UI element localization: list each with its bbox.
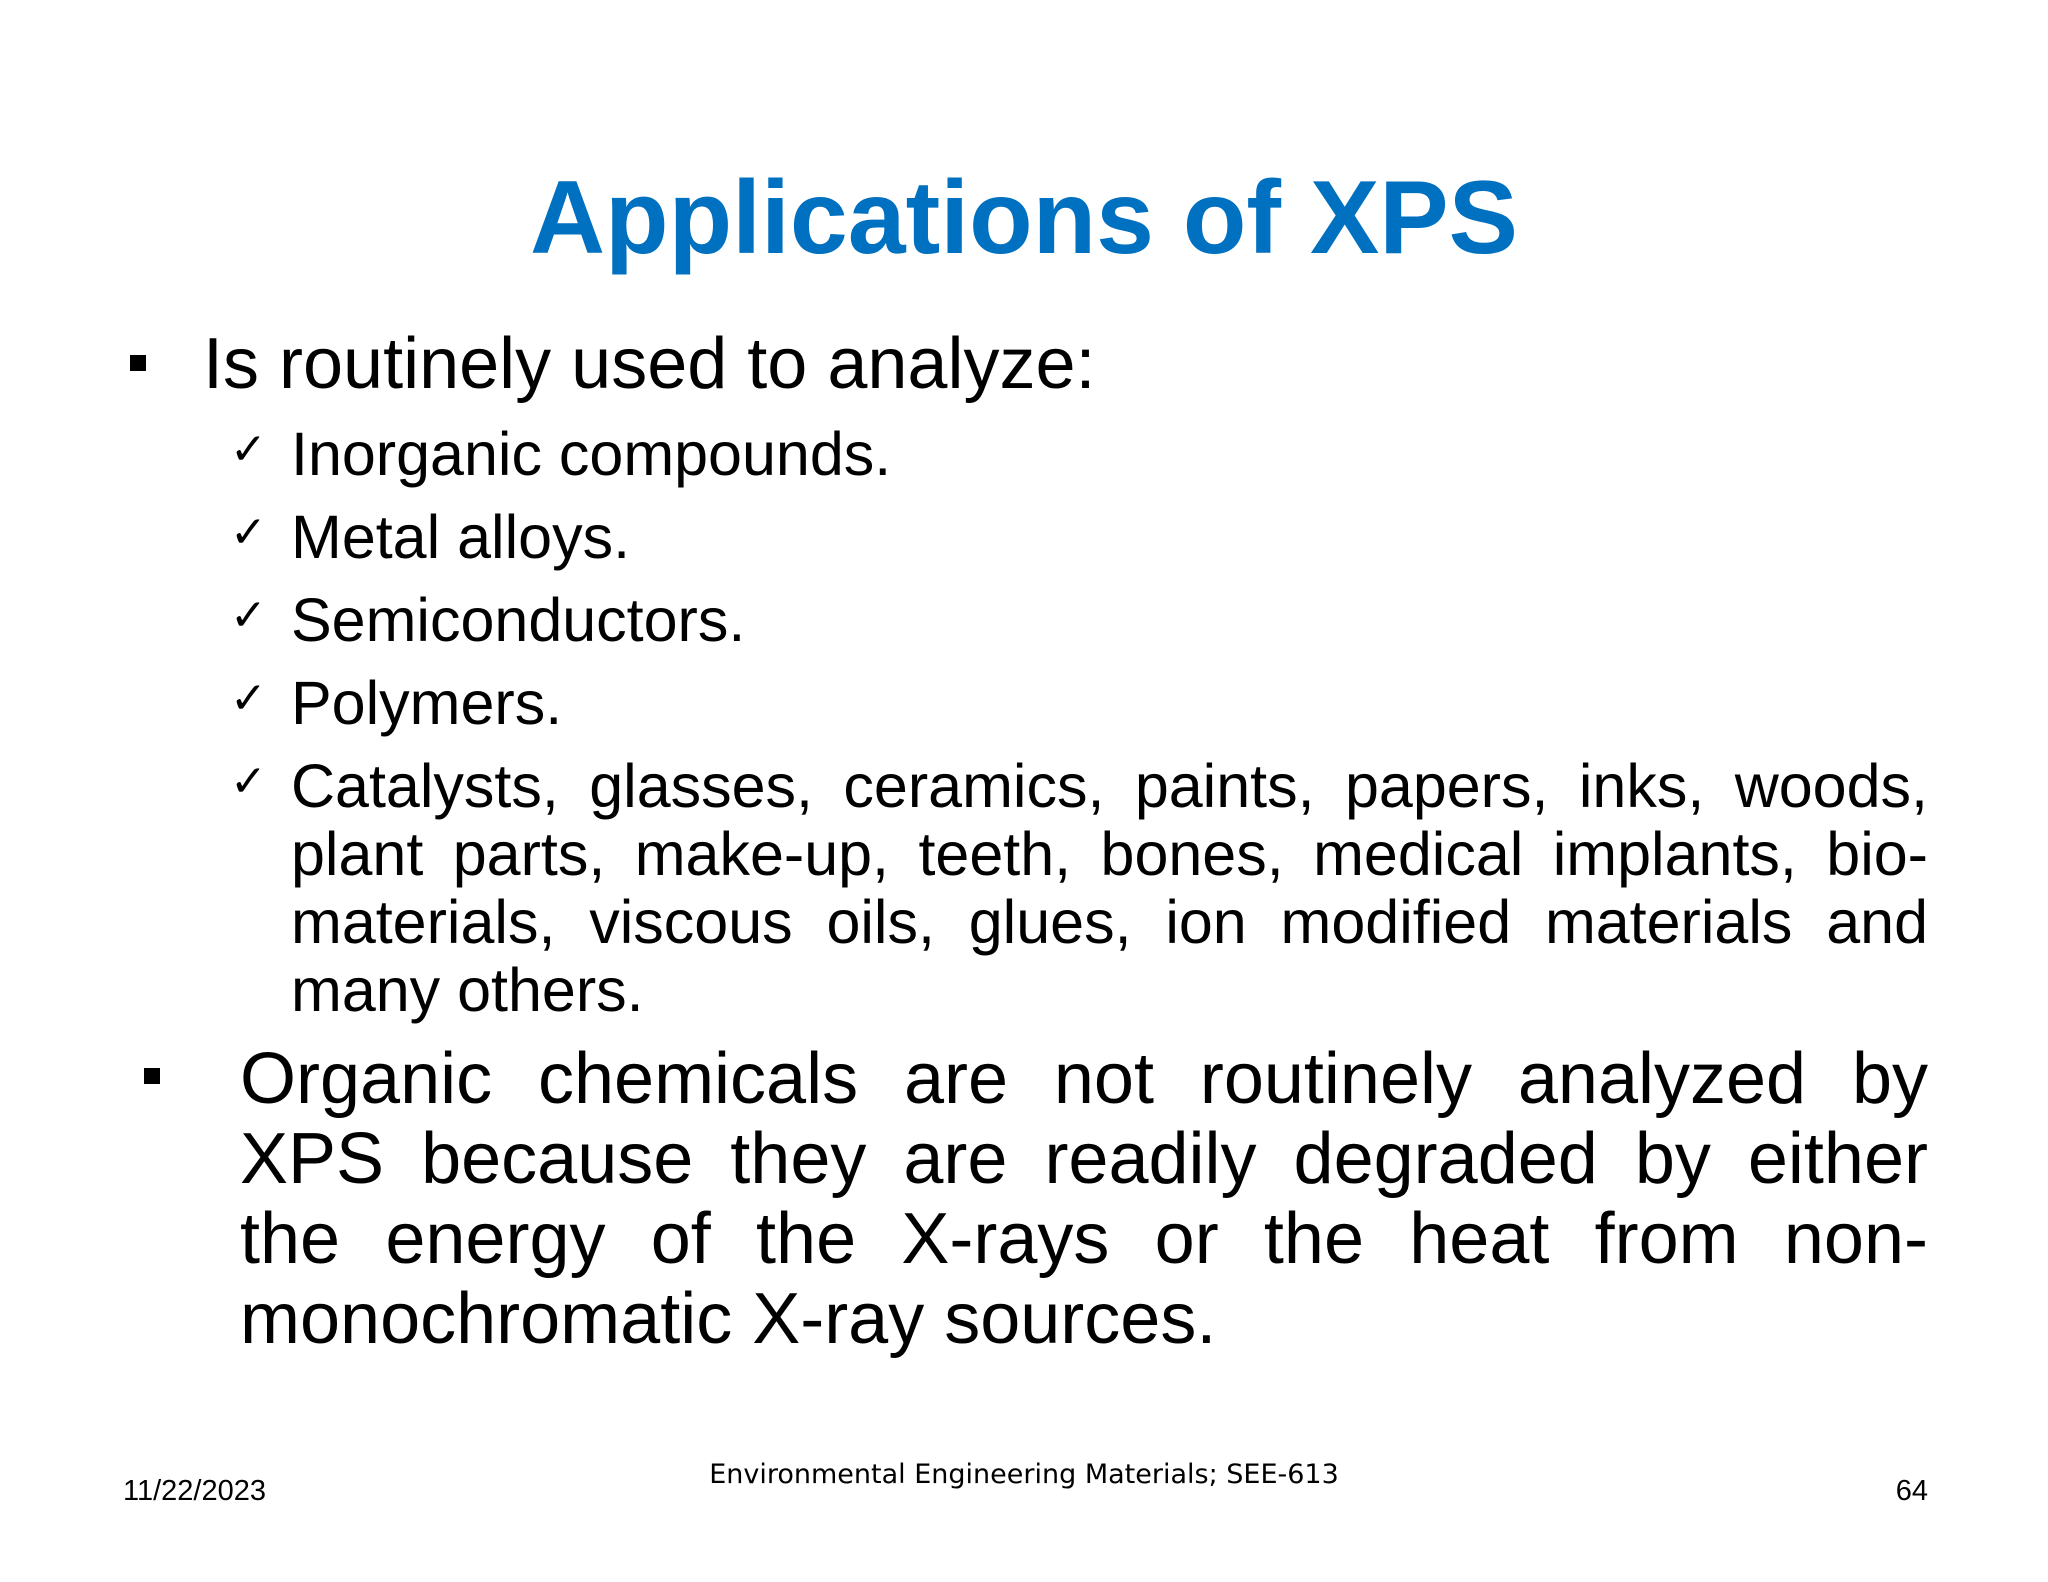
footer-page-number: 64	[1895, 1475, 1928, 1507]
square-bullet-icon	[144, 1068, 160, 1084]
checkmark-icon: ✓	[230, 590, 267, 641]
subitem-semiconductors: Semiconductors.	[291, 586, 746, 654]
checkmark-icon: ✓	[230, 756, 267, 807]
slide-title: Applications of XPS	[529, 160, 1519, 276]
paragraph-line: many others.	[291, 956, 644, 1024]
paragraph-line: Organic chemicals are not routinely analyzed by	[240, 1039, 1928, 1119]
subitem-metal-alloys: Metal alloys.	[291, 503, 631, 571]
paragraph-line: monochromatic X-ray sources.	[240, 1279, 1217, 1359]
bullet-text-routinely-used: Is routinely used to analyze:	[203, 324, 1096, 404]
footer-course: Environmental Engineering Materials; SEE-613	[709, 1459, 1339, 1490]
paragraph-line: materials, viscous oils, glues, ion modified materials and	[291, 888, 1928, 956]
checkmark-icon: ✓	[230, 673, 267, 724]
square-bullet-icon	[130, 355, 146, 371]
paragraph-line: Catalysts, glasses, ceramics, paints, papers, inks, woods,	[291, 752, 1928, 820]
paragraph-line: plant parts, make-up, teeth, bones, medical implants, bio-	[291, 820, 1928, 888]
paragraph-line: the energy of the X-rays or the heat from non-	[240, 1199, 1928, 1279]
checkmark-icon: ✓	[230, 424, 267, 475]
subitem-catalysts-paragraph	[291, 752, 1928, 1024]
paragraph-line: XPS because they are readily degraded by either	[240, 1119, 1928, 1199]
footer-date: 11/22/2023	[123, 1475, 266, 1507]
bullet-text-organic-chemicals	[240, 1039, 1928, 1359]
checkmark-icon: ✓	[230, 507, 267, 558]
subitem-polymers: Polymers.	[291, 669, 563, 737]
subitem-inorganic-compounds: Inorganic compounds.	[291, 420, 892, 488]
